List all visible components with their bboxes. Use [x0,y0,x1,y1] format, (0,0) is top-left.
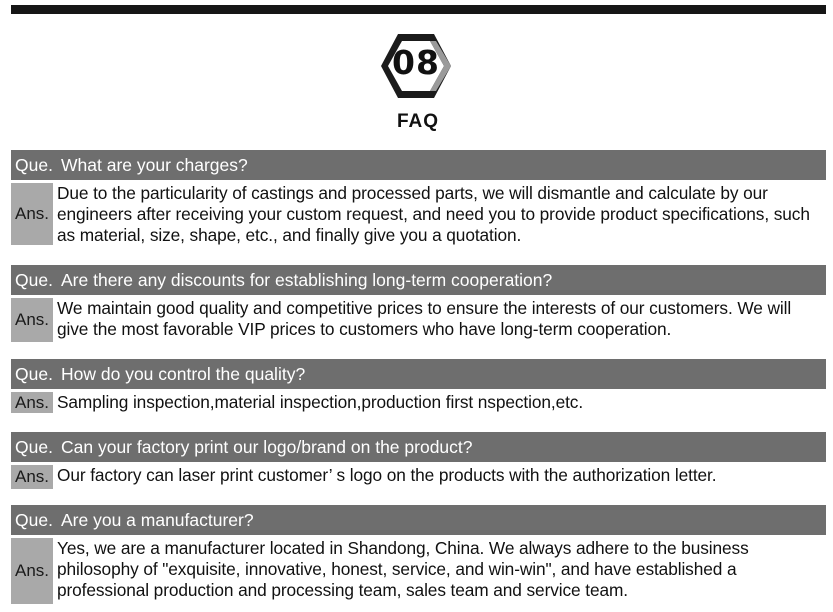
question-label: Que. [15,363,53,384]
page-title: FAQ [396,111,440,132]
question-label: Que. [15,269,53,290]
answer-label: Ans. [11,538,53,604]
question-text: How do you control the quality? [61,363,306,384]
question-text: What are your charges? [61,154,248,175]
answer-label: Ans. [11,298,53,342]
faq-item [11,265,826,342]
top-divider-bar [11,5,826,14]
answer-row [11,392,826,413]
question-label: Que. [15,509,53,530]
answer-row [11,183,826,246]
answer-text: Our factory can laser print customer’ s logo on the products with the authorization letter. [57,465,717,485]
faq-item [11,150,826,246]
question-bar [11,432,826,462]
question-bar [11,150,826,180]
question-bar [11,505,826,535]
answer-text: Yes, we are a manufacturer located in Shandong, China. We always adhere to the business philosophy of "exquisite, innovative, honest, service, and win-win", and have established a professional production and processing team, sales team and service team. [57,538,749,600]
answer-text: Due to the particularity of castings and processed parts, we will dismantle and calculate by our engineers after receiving your custom request, and need you to provide product specifications, such as material, size, shape, etc., and finally give you a quotation. [57,183,810,245]
question-bar [11,265,826,295]
faq-item [11,432,826,489]
question-label: Que. [15,154,53,175]
answer-row [11,465,826,489]
question-bar [11,359,826,389]
answer-label: Ans. [11,392,53,413]
section-number: 08 [392,43,440,82]
answer-label: Ans. [11,183,53,245]
answer-text: We maintain good quality and competitive prices to ensure the interests of our customers. We will give the most favorable VIP prices to customers who have long-term cooperation. [57,298,792,339]
hexagon-badge-icon [378,31,454,101]
faq-item [11,505,826,604]
question-text: Can your factory print our logo/brand on the product? [61,436,473,457]
answer-text: Sampling inspection,material inspection,production first nspection,etc. [57,392,584,412]
answer-row [11,538,826,604]
faq-item [11,359,826,413]
question-text: Are there any discounts for establishing long-term cooperation? [61,269,553,290]
question-text: Are you a manufacturer? [61,509,254,530]
question-label: Que. [15,436,53,457]
answer-label: Ans. [11,465,53,489]
answer-row [11,298,826,342]
